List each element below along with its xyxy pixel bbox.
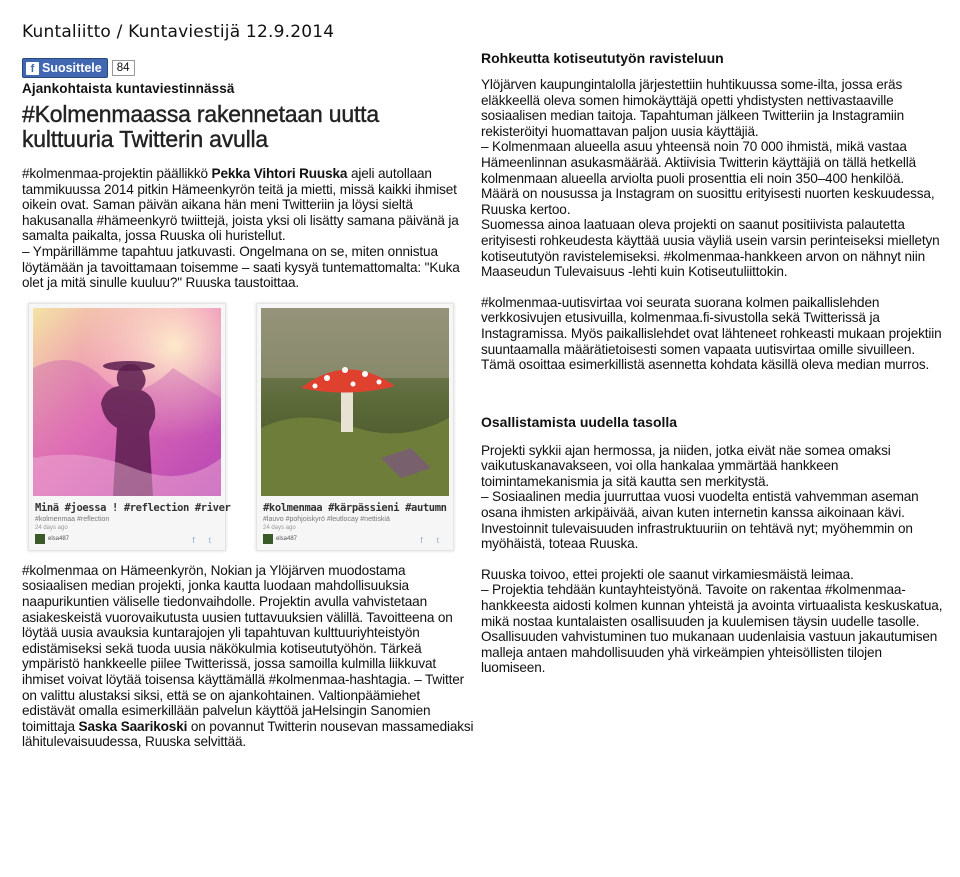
body-paragraph: #kolmenmaa on Hämeenkyrön, Nokian ja Ylöjärven muodostama sosiaalisen median projekti, jonka kautta luodaan mahdollisuuksia naapurikuntien väliselle tiedonvaihdolle. Projektin avulla vahvistetaan asiakeskeistä vuorovaikutusta uusien tuttavuuksien välillä. Tavoitteena on löytää uusia avauksia kuntarajojen yli tapahtuvan kulttuuriyhteistyön edistämiseksi sekä tuoda uusia näkökulmia kotiseututyöhön. Tärkeä ympäristö hankkeelle piilee Twitterissä, jossa samoilla kulmilla liikkuvat ihmiset voivat löytää toisensa käyttämällä #kolmenmaa-hashtagia. – Twitter on valittu alustaksi siksi, että se on ajankohtainen. Valtionpäämiehet edistävät omalla esimerkillään palvelun käyttöä jaHelsingin Sanomien toimittaja Saska Saarikoski on povannut Twitterin nousevan massamediaksi lähitulevaisuudessa, Ruuska selvittää. <box>22 562 474 750</box>
avatar <box>263 534 273 544</box>
photo-gallery <box>28 303 474 551</box>
photo-user <box>35 534 69 544</box>
body-paragraph: Projekti sykkii ajan hermossa, ja niiden, jotka eivät näe somea omaksi vaikutuskanavakseen, voi olla hankalaa ymmärtää hankkeen toimintamekanismia ja sitä kautta sen merkitystä. <box>481 442 891 489</box>
intro-quote: – Ympärillämme tapahtuu jatkuvasti. Ongelmana on se, miten onnistua löytämään ja tavoittamaan toisemme – saati kysyä tuntemattomalta: "Kuka olet ja mitä sinulle kuuluu?" Ruuska taustoittaa. <box>22 243 460 291</box>
body-paragraph: Ylöjärven kaupungintalolla järjestettiin huhtikuussa some-ilta, jossa eräs eläkkeellä oleva somen himokäyttäjä opetti yhdistysten nettivastaaville sosiaalisen median taitoja. Tapahtuman jälkeen Twitteriin ja Instagramiin rekisteröityi huomattavan paljon uusia käyttäjiä. <box>481 77 905 139</box>
headline: #Kolmenmaassa rakennetaan uutta kulttuuria Twitterin avulla <box>22 101 379 152</box>
photo-mushroom <box>261 308 449 496</box>
photo-tags: #lauvo #pohjoiskyrö #leutlocay #nettiskiä <box>263 515 390 523</box>
body-paragraph: – Sosiaalinen media juurruttaa vuosi vuodelta entistä vahvemman aseman osana ihmisten arkipäivää, aivan kuten internetin kanssa aikoinaan kävi. Investoinnit tulevaisuuden infrastruktuuriin on tehtävä nyt; myöhemmin on myöhäistä, toteaa Ruuska. <box>481 489 919 552</box>
kicker: Ajankohtaista kuntaviestinnässä <box>22 81 235 96</box>
photo-user <box>263 534 297 544</box>
photo-reflection <box>33 308 221 496</box>
username: elsa487 <box>48 535 70 542</box>
share-icons[interactable]: f t <box>420 535 445 545</box>
facebook-share <box>22 58 474 78</box>
body-paragraph: #kolmenmaa-uutisvirtaa voi seurata suorana kolmen paikallislehden verkkosivujen etusivuilla, kolmenmaa.fi-sivustolla sekä Twitterissä ja Instagramissa. Myös paikallislehdet ovat lähteneet rohkeasti mukaan projektiin suuntaamalla määrätietoisesti somen vapaata uutisvirtaa omille sivuilleen. Tämä osoittaa esimerkillistä asennetta kohdata käsillä oleva median murros. <box>481 294 942 373</box>
person-name: Saska Saarikoski <box>78 718 188 734</box>
right-column <box>481 50 943 676</box>
source-line: Kuntaliitto / Kuntaviestijä 12.9.2014 <box>22 22 335 42</box>
facebook-like-label: Suosittele <box>42 61 102 75</box>
photo-date: 24 days ago <box>263 524 296 531</box>
photo-date: 24 days ago <box>35 524 68 531</box>
body-paragraph: Suomessa ainoa laatuaan oleva projekti on saanut positiivista palautetta erityisesti rohkeudesta käyttää uusia väyliä usein varsin perinteiseksi mielletyn kotiseututyön ravistelemiseksi. #kolmenmaa-hankkeen arvon on nähnyt niin Maaseudun Tulevaisuus -lehti kuin Kotiseutuliittokin. <box>481 217 940 280</box>
body-paragraph: – Kolmenmaan alueella asuu yhteensä noin 70 000 ihmistä, mikä vastaa Hämeenlinnan asukasmäärää. Aktiivisia Twitterin käyttäjiä on tällä hetkellä kolmenmaan alueella arviolta puoli prosenttia eli noin 350–400 henkilöä. Määrä on nousussa ja Instagram on suosittu erityisesti nuorten keskuudessa, Ruuska kertoo. <box>481 139 935 217</box>
intro-paragraph: #kolmenmaa-projektin päällikkö Pekka Vihtori Ruuska ajeli autollaan tammikuussa 2014 pitkin Hämeenkyrön teitä ja mietti, missä kaikki ihmiset oikein ovat. Saman päivän aikana hän meni Twitteriin ja löysi sieltä hakusanalla #hämeenkyrö twiittejä, joista yksi oli lisätty samana päivänä ja samalta paikalta, jossa Ruuska oli huristellut. <box>22 166 459 244</box>
facebook-icon: f <box>26 62 39 75</box>
share-icons[interactable]: f t <box>192 535 217 545</box>
username: elsa487 <box>276 535 298 542</box>
instagram-card-mushroom[interactable] <box>256 303 454 551</box>
photo-caption: #kolmenmaa #kärpässieni #autumn <box>263 501 447 514</box>
photo-tags: #kolmenmaa #reflection <box>35 515 110 523</box>
left-column <box>22 58 474 750</box>
body-paragraph: – Projektia tehdään kuntayhteistyönä. Tavoite on rakentaa #kolmenmaa-hankkeesta aidosti kolmen kunnan yhteistä ja avointa virtuaalista keskuskatua, mikä nostaa kuntalaisten osallisuuden ja kuulemisen täysin uudelle tasolle. Osallisuuden vahvistuminen tuo mukanaan uudenlaisia vastuun jakautumisen malleja antaen mahdollisuuden yhä virkeämpien yhteisöllisten tilojen luomiseen. <box>481 582 943 676</box>
facebook-like-count: 84 <box>112 60 135 76</box>
person-name: Pekka Vihtori Ruuska <box>211 166 348 181</box>
section-heading: Osallistamista uudella tasolla <box>481 413 678 430</box>
instagram-card-reflection[interactable] <box>28 303 231 551</box>
facebook-like-button[interactable] <box>22 58 108 78</box>
avatar <box>35 534 45 544</box>
body-paragraph: Ruuska toivoo, ettei projekti ole saanut virkamiesmäistä leimaa. <box>481 566 854 582</box>
section-heading: Rohkeutta kotiseututyön ravisteluun <box>481 50 724 66</box>
photo-caption: Minä #joessa ! #reflection #river <box>35 501 231 514</box>
